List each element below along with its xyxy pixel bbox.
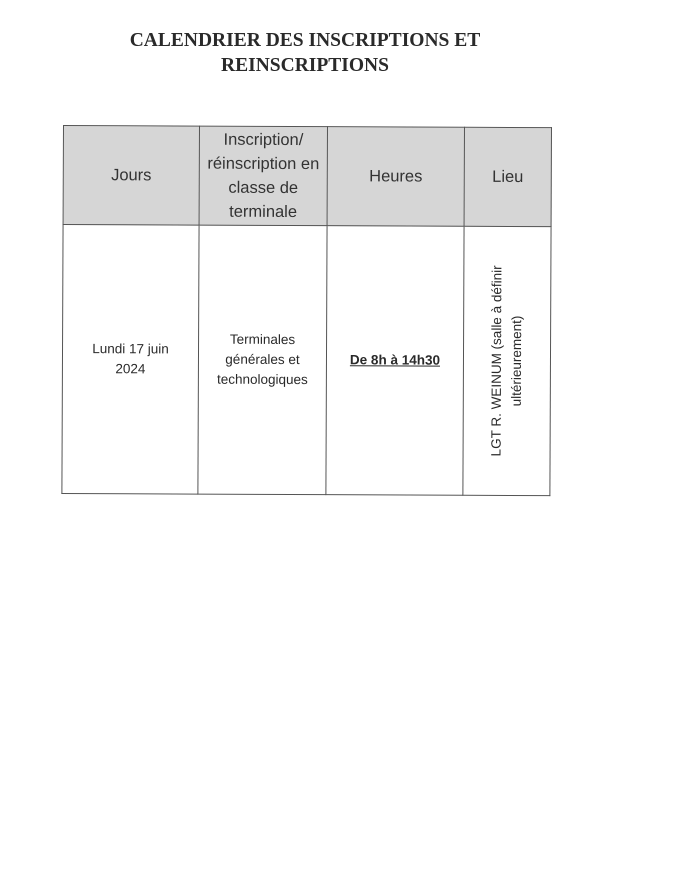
hours-text: De 8h à 14h30	[349, 352, 441, 368]
location-text	[486, 236, 527, 486]
header-inscription: Inscription/ réinscription en classe de terminale	[199, 126, 327, 226]
header-lieu: Lieu	[464, 127, 551, 226]
classes-text: Terminales générales et technologiques	[216, 331, 308, 388]
schedule-table-container	[61, 125, 555, 497]
table-header-row	[63, 126, 551, 227]
cell-heures	[326, 226, 464, 496]
page-title	[0, 28, 610, 78]
title-line-1: CALENDRIER DES INSCRIPTIONS ET	[129, 30, 481, 51]
title-line-2: REINSCRIPTIONS	[221, 55, 389, 76]
table-row	[62, 225, 551, 496]
location-line-1: LGT R. WEINUM (salle à définir	[488, 265, 505, 457]
header-jours: Jours	[63, 126, 199, 226]
cell-lieu	[463, 226, 551, 495]
location-line-2: ultérieurement)	[508, 315, 525, 407]
schedule-table	[61, 125, 552, 496]
header-heures: Heures	[327, 127, 464, 227]
date-text: Lundi 17 juin 2024	[92, 341, 169, 377]
cell-jours	[62, 225, 199, 495]
cell-inscription	[198, 225, 327, 495]
